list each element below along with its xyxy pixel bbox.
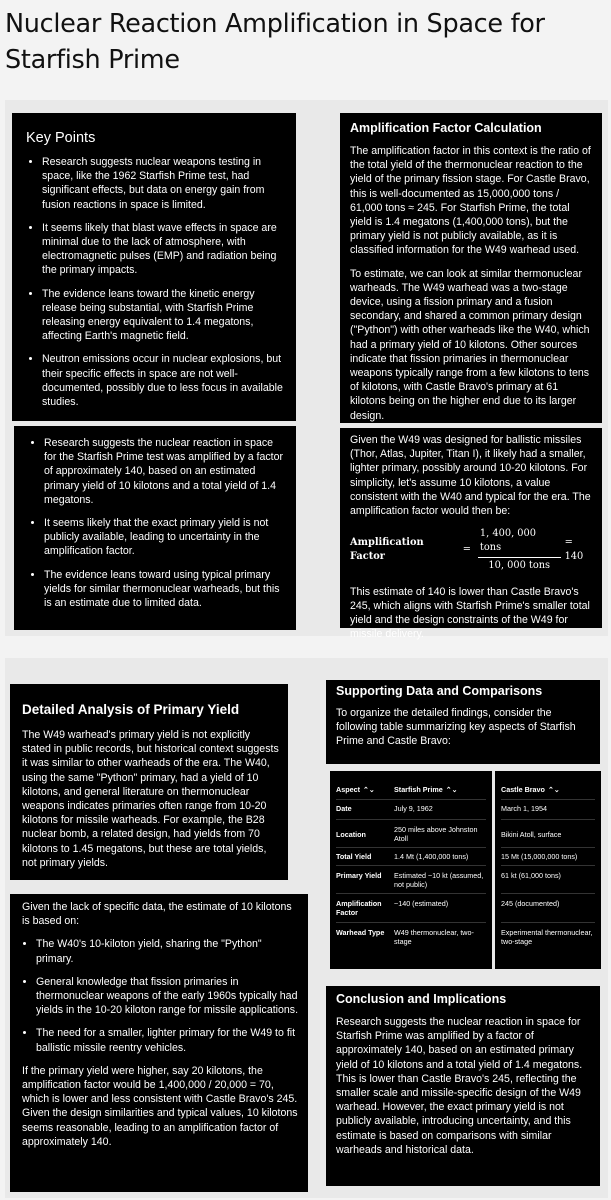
formula-numerator: 1, 400, 000 tons: [478, 527, 561, 557]
table-cell-castle: 245 (documented): [501, 899, 560, 908]
table-cell-starfish: 1.4 Mt (1,400,000 tons): [394, 852, 469, 861]
table-cell-aspect: Primary Yield: [336, 871, 382, 880]
comparison-table-right: [495, 771, 601, 969]
summary-list: [28, 436, 286, 610]
amplification-para-2: To estimate, we can look at similar thermonuclear warheads. The W49 warhead was a two-stage device, using a fission primary and a fusion secondary, and shared a common primary design ("Python") with other warheads like the W40, which had a primary yield of 10 kilotons. Other sources indicate that fission primaries in thermonuclear weapons typically range from a few kilotons to tens of kilotons, with Castle Bravo's primary at 61 kilotons being on the higher end due to its larger design.: [350, 267, 590, 422]
table-cell-aspect: Date: [336, 804, 352, 813]
list-item: • It seems likely that blast wave effects in space are minimal due to the lack of atmosphere, with electromagnetic pulses (EMP) and radiation being the primary impacts.: [42, 221, 286, 278]
formula-result: = 140: [564, 536, 584, 563]
list-item: • General knowledge that fission primaries in thermonuclear weapons of the early 1960s typically had yields in the 10-20 kiloton range for missile applications.: [36, 975, 300, 1018]
formula-fraction: [478, 527, 561, 573]
supporting-heading: Supporting Data and Comparisons: [336, 684, 543, 698]
list-item: • Neutron emissions occur in nuclear explosions, but their specific effects in space are not well-documented, possibly due to less focus in available studies.: [42, 352, 286, 409]
table-header-castle[interactable]: Castle Bravo ⌃⌄: [501, 785, 560, 794]
list-item: • Research suggests the nuclear reaction in space for the Starfish Prime test was amplified by a factor of approximately 140, based on an estimated primary yield of 10 kilotons and a total yield of 1.4 megatons.: [44, 436, 286, 507]
table-cell-castle: Experimental thermonuclear, two-stage: [501, 928, 593, 947]
estimate-closing: If the primary yield were higher, say 20 kilotons, the amplification factor would be 1,400,000 / 20,000 = 70, which is lower and less consistent with Castle Bravo's 245. Given the design similarities and typical values, 10 kilotons seems reasonable, leading to an amplification factor of approximately 140.: [22, 1064, 298, 1148]
list-item: • The W40's 10-kiloton yield, sharing the "Python" primary.: [36, 937, 300, 965]
key-points-heading: Key Points: [26, 130, 96, 146]
page-title: Nuclear Reaction Amplification in Space for Starfish Prime: [5, 9, 545, 75]
list-item: • The evidence leans toward using typical primary yields for similar thermonuclear warheads, but this is an estimate due to limited data.: [44, 568, 286, 611]
table-cell-aspect: Total Yield: [336, 852, 372, 861]
amplification-box: [340, 113, 602, 423]
detailed-analysis-box: [10, 684, 288, 880]
amplification-formula: Amplification Factor = $\frac{\text{1, 400, 000 tons}}{\text{10, 000 tons}}$ = 140: [350, 527, 594, 573]
estimate-intro: Given the lack of specific data, the estimate of 10 kilotons is based on:: [22, 901, 292, 928]
key-points-box: [12, 113, 296, 421]
table-cell-starfish: Estimated ~10 kt (assumed, not public): [394, 871, 484, 890]
w49-estimate-box: [340, 428, 602, 641]
list-item: • It seems likely that the exact primary yield is not publicly available, leading to uncertainty in the amplification factor.: [44, 516, 286, 559]
key-points-list: [26, 155, 286, 409]
table-cell-castle: March 1, 1954: [501, 804, 547, 813]
table-cell-starfish: ~140 (estimated): [394, 899, 449, 908]
conclusion-heading: Conclusion and Implications: [336, 992, 507, 1006]
table-cell-starfish: July 9, 1962: [394, 804, 433, 813]
table-cell-aspect: Warhead Type: [336, 928, 385, 937]
table-cell-castle: 15 Mt (15,000,000 tons): [501, 852, 578, 861]
summary-box: [14, 426, 296, 630]
table-cell-starfish: 250 miles above Johnston Atoll: [394, 825, 478, 844]
table-cell-starfish: W49 thermonuclear, two-stage: [394, 928, 474, 947]
table-cell-aspect: Amplification Factor: [336, 899, 382, 918]
chevron-sort-icon: ⌃⌄: [547, 787, 560, 794]
table-cell-aspect: Location: [336, 830, 366, 839]
w49-para-2: This estimate of 140 is lower than Castle Bravo's 245, which aligns with Starfish Prime's smaller total yield and the design constraints of the W49 for missile delivery.: [350, 585, 590, 641]
conclusion-para: Research suggests the nuclear reaction in space for Starfish Prime was amplified by a factor of approximately 140, based on an estimated primary yield of 10 kilotons and a total yield of 1.4 megatons. This is lower than Castle Bravo's 245, reflecting the smaller scale and missile-specific design of the W49 warhead. However, the exact primary yield is not publicly available, introducing uncertainty, and this estimate is based on comparisons with similar warheads and historical data.: [336, 1016, 583, 1156]
detailed-para: The W49 warhead's primary yield is not explicitly stated in public records, but historical context suggests it was similar to other warheads of the era. The W40, using the same "Python" primary, had a yield of 10 kilotons, and general literature on thermonuclear weapons indicates primaries often range from 10-20 kilotons for missile warheads. For example, the B28 nuclear bomb, a related design, had yields from 70 kilotons to 1.45 megatons, but these are total yields, not primary yields.: [22, 729, 279, 869]
table-header-aspect[interactable]: Aspect ⌃⌄: [336, 785, 375, 794]
supporting-data-box: [326, 680, 600, 764]
amplification-para-1: The amplification factor in this context is the ratio of the total yield of the thermonuclear reaction to the yield of the primary fission stage. For Castle Bravo, this is well-documented as 15,000,000 tons / 61,000 tons ≈ 245. For Starfish Prime, the total yield is 1.4 megatons (1,400,000 tons), but the primary yield is not publicly available, as it is classified information for the W49 warhead used.: [350, 145, 591, 257]
chevron-sort-icon: ⌃⌄: [445, 787, 458, 794]
estimate-basis-box: [10, 894, 308, 1192]
detailed-heading: Detailed Analysis of Primary Yield: [22, 702, 240, 717]
list-item: • The evidence leans toward the kinetic energy release being substantial, with Starfish Prime releasing energy equivalent to 1.4 megatons, affecting Earth's magnetic field.: [42, 287, 286, 344]
amplification-heading: Amplification Factor Calculation: [350, 121, 542, 135]
list-item: • Research suggests nuclear weapons testing in space, like the 1962 Starfish Prime test, had significant effects, but data on energy gain from fusion reactions in space is limited.: [42, 155, 286, 212]
estimate-list: [22, 937, 300, 1054]
comparison-table-left: [330, 771, 492, 969]
chevron-sort-icon: ⌃⌄: [362, 787, 375, 794]
conclusion-box: [326, 986, 600, 1186]
w49-para-1: Given the W49 was designed for ballistic missiles (Thor, Atlas, Jupiter, Titan I), it likely had a smaller, lighter primary, possibly around 10-20 kilotons. For simplicity, let's assume 10 kilotons, a value consistent with the W40 and typical for the era. The amplification factor would then be:: [350, 434, 591, 518]
table-cell-castle: 61 kt (61,000 tons): [501, 871, 561, 880]
formula-denominator: 10, 000 tons: [488, 559, 551, 571]
list-item: • The need for a smaller, lighter primary for the W49 to fit ballistic missile reentry vehicles.: [36, 1026, 300, 1054]
formula-label: Amplification Factor: [350, 536, 424, 563]
table-header-starfish[interactable]: Starfish Prime ⌃⌄: [394, 785, 458, 794]
table-cell-castle: Bikini Atoll, surface: [501, 830, 562, 839]
supporting-intro: To organize the detailed findings, consider the following table summarizing key aspects of Starfish Prime and Castle Bravo:: [336, 707, 576, 748]
